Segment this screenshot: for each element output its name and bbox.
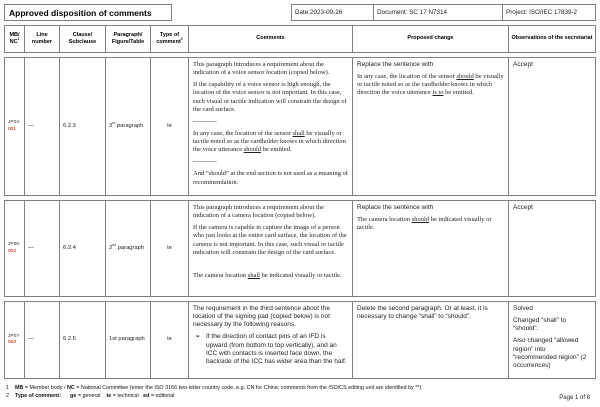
footnote-type-of-comment bbox=[4, 392, 596, 400]
cell-paragraph: 1st paragraph bbox=[105, 302, 150, 378]
footnote-number: 2 bbox=[6, 393, 9, 400]
column-header-line-number: Line number bbox=[24, 26, 59, 52]
footnote-text: Type of comment: ge = general te = technical ed = editorial bbox=[15, 393, 175, 400]
header-meta-group bbox=[291, 4, 596, 21]
cell-comments: This paragraph introduces a requirement about the indication of a voice sensor location (copied below). If the capability of a voice sensor is high enough, the location of the voice sensor is not important. In this case, such visual or tactile indication will constrain the design of the card surface. ----------- In any case, the location of the sensor shall be visually or tactile noted so as the cardholder knows in which direction the voice utterance should be emitted. ----------- And “should” at the end section is not used as a meaning of recommendation. bbox=[188, 58, 352, 195]
cell-type: te bbox=[150, 302, 188, 378]
cell-proposed-change: Replace the sentence with In any case, the location of the sensor should be visually or tactile noted so as the cardholder knows in which direction the voice utterance is to be emitted. bbox=[352, 58, 508, 195]
cell-type: te bbox=[150, 58, 188, 195]
cell-clause: 6.2.3 bbox=[59, 58, 105, 195]
table-header-row bbox=[4, 25, 596, 53]
page-content bbox=[4, 4, 596, 400]
cell-mb-nc bbox=[5, 302, 24, 378]
cell-mb-nc bbox=[5, 201, 24, 296]
page-title: Approved disposition of comments bbox=[9, 7, 152, 18]
cell-clause: 6.2.5 bbox=[59, 302, 105, 378]
footnote-text: MB = Member body / NC = National Committee (enter the ISO 3166 two-letter country code, e.g. CN for China; comments from the ISO/CS editing unit are identified by **) bbox=[15, 385, 422, 391]
cell-proposed-change: Replace the sentence with The camera location should be indicated visually or tactile. bbox=[352, 201, 508, 296]
cell-line-number: — bbox=[24, 58, 59, 195]
footnote-mb-nc bbox=[4, 384, 596, 392]
column-header-comments: Comments bbox=[188, 26, 352, 52]
footnote-number: 1 bbox=[6, 385, 9, 391]
cell-comments: The requirement in the third sentence about the location of the signing pad (copied below) is not necessary by the following reasons. ➢ If the direction of contact pins of an IFD is upward (from bottom to top vertically), and an ICC with contacts is inserted face down, the backside of the ICC has wider area than the half. bbox=[188, 302, 352, 378]
column-header-paragraph: Paragraph/ Figure/Table bbox=[105, 26, 150, 52]
cell-line-number: — bbox=[24, 201, 59, 296]
column-header-mb-nc: MB/ $NC^1$ bbox=[9, 31, 20, 45]
page-number: Page 1 of 8 bbox=[559, 395, 590, 401]
project-field: Project: ISO/IEC 17839-2 bbox=[502, 5, 595, 20]
title-box bbox=[4, 4, 172, 21]
cell-proposed-change: Delete the second paragraph. Or at least, it is necessary to change “shall” to “should”. bbox=[352, 302, 508, 378]
comment-id-code: JP07- bbox=[8, 333, 21, 339]
cell-line-number: — bbox=[24, 302, 59, 378]
cell-clause: 6.2.4 bbox=[59, 201, 105, 296]
cell-paragraph: 3rd paragraph bbox=[105, 58, 150, 195]
cell-observations: Accept bbox=[508, 201, 595, 296]
table-row bbox=[4, 200, 596, 297]
cell-mb-nc bbox=[5, 58, 24, 195]
comment-id-number: 002 bbox=[8, 248, 17, 254]
column-header-observations: Observations of the secretariat bbox=[508, 26, 595, 52]
comment-id-code: JP04- bbox=[8, 120, 21, 126]
comment-id-code: JP05- bbox=[8, 242, 21, 248]
cell-type: te bbox=[150, 201, 188, 296]
column-header-clause: Clause/ Subclause bbox=[59, 26, 105, 52]
table-row bbox=[4, 301, 596, 379]
footnotes bbox=[4, 384, 596, 400]
comment-id-number: 001 bbox=[8, 126, 17, 132]
cell-observations: Solved Changed “shall” to “should”. Also changed “allowed region” into “recommended region” (2 occurrences) bbox=[508, 302, 595, 378]
document-field: Document: SC 17 N7314 bbox=[373, 5, 502, 20]
top-header-bar bbox=[4, 4, 596, 21]
cell-observations: Accept bbox=[508, 58, 595, 195]
table-row bbox=[4, 57, 596, 196]
date-field: Date:2023-09-26 bbox=[295, 9, 343, 16]
column-header-type: Type of comment$^2$ bbox=[150, 26, 188, 52]
comment-id-number: 003 bbox=[8, 340, 17, 345]
cell-comments: This paragraph introduces a requirement about the indication of a camera location (copied below). If the camera is capable to capture the image of a person who just looks at the entire card surface, the location of the camera is not important. In this case, such visual or tactile indication will constrain the design of the card surface. The camera location shall be indicated visually or tactile. bbox=[188, 201, 352, 296]
column-header-proposed-change: Proposed change bbox=[352, 26, 508, 52]
cell-paragraph: 2nd paragraph bbox=[105, 201, 150, 296]
header-spacer bbox=[172, 4, 291, 21]
